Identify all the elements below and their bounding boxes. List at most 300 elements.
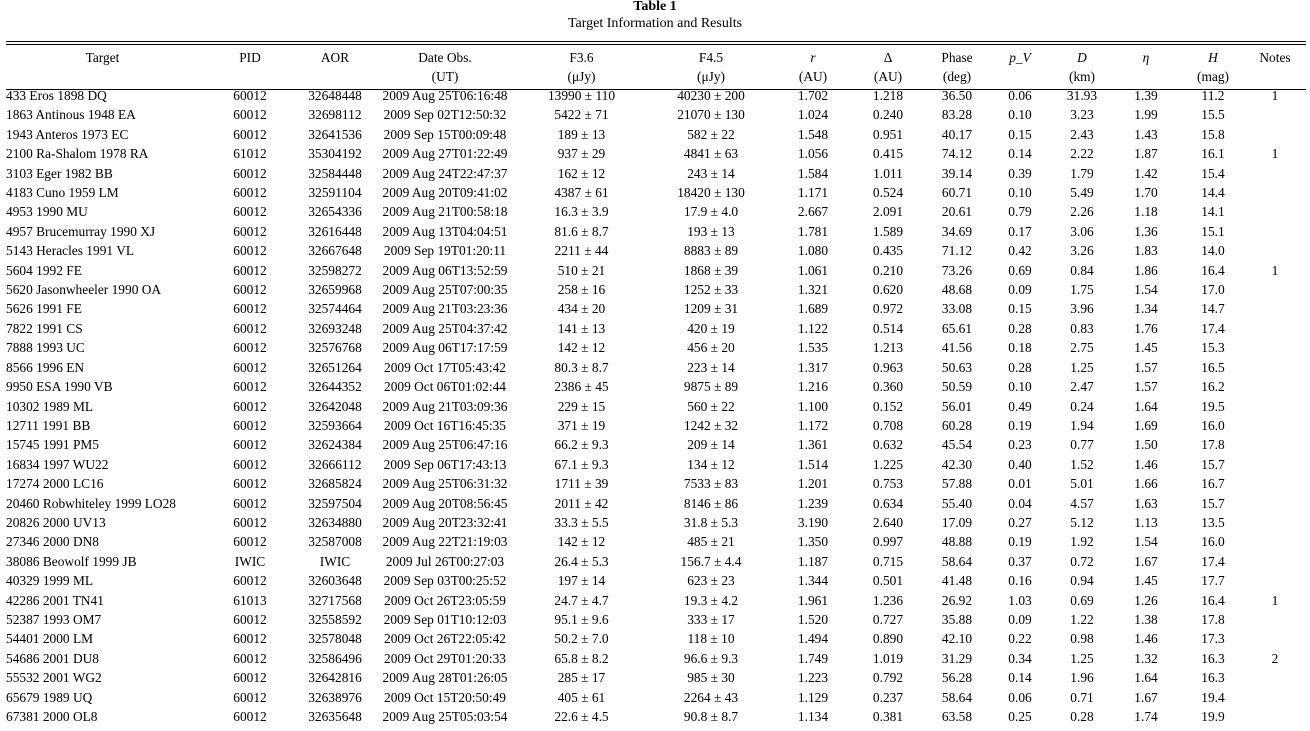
cell-notes xyxy=(1248,125,1302,144)
cell-phase: 83.28 xyxy=(941,107,973,123)
cell-delta: 0.951 xyxy=(872,126,904,142)
cell-aor: 32558592 xyxy=(308,611,362,627)
cell-target: 5626 1991 FE xyxy=(6,301,82,317)
cell-phase: 74.12 xyxy=(941,146,973,162)
cell-h-mag: 15.8 xyxy=(1201,126,1225,142)
cell-phase: 48.88 xyxy=(941,534,973,550)
cell-diameter: 2.75 xyxy=(1070,340,1094,356)
cell-aor: IWIC xyxy=(319,553,351,569)
cell-aor: 32616448 xyxy=(308,223,362,239)
cell-pv: 0.06 xyxy=(1008,88,1032,103)
cell-diameter: 3.06 xyxy=(1070,223,1094,239)
cell-date-obs: 2009 Sep 06T17:43:13 xyxy=(383,456,507,472)
cell-notes xyxy=(1248,105,1302,124)
cell-date-obs: 2009 Aug 25T06:47:16 xyxy=(382,437,508,453)
cell-notes xyxy=(1248,280,1302,299)
cell-eta: 1.54 xyxy=(1134,534,1158,550)
cell-f36: 141 ± 13 xyxy=(557,320,606,336)
cell-f45: 420 ± 19 xyxy=(687,320,735,336)
results-table xyxy=(0,48,1302,726)
cell-phase: 55.40 xyxy=(941,495,973,511)
cell-r: 1.584 xyxy=(797,165,829,181)
cell-pid: 60012 xyxy=(233,340,267,356)
cell-h-mag: 19.9 xyxy=(1201,709,1225,724)
table-row xyxy=(0,688,1302,707)
cell-notes xyxy=(1248,377,1302,396)
cell-pv: 0.10 xyxy=(1008,185,1032,201)
table-row xyxy=(0,144,1302,163)
cell-h-mag: 17.8 xyxy=(1201,611,1225,627)
cell-date-obs: 2009 Sep 15T00:09:48 xyxy=(383,126,507,142)
cell-diameter: 3.23 xyxy=(1070,107,1094,123)
cell-phase: 71.12 xyxy=(941,243,973,259)
cell-r: 1.024 xyxy=(797,107,829,123)
top-rule xyxy=(6,41,1306,42)
cell-notes: 1 xyxy=(1271,88,1279,103)
cell-h-mag: 15.4 xyxy=(1201,165,1225,181)
cell-pv: 0.39 xyxy=(1008,165,1032,181)
cell-target: 54401 2000 LM xyxy=(6,631,94,647)
cell-f45: 7533 ± 83 xyxy=(683,476,739,492)
cell-pid: 60012 xyxy=(233,514,267,530)
header-f36-unit: (μJy) xyxy=(567,69,596,84)
cell-pid: 60012 xyxy=(233,573,267,589)
cell-notes xyxy=(1248,358,1302,377)
table-row xyxy=(0,629,1302,648)
cell-r: 1.781 xyxy=(797,223,829,239)
cell-date-obs: 2009 Aug 20T09:41:02 xyxy=(382,185,508,201)
cell-pv: 0.14 xyxy=(1008,670,1032,686)
cell-r: 1.361 xyxy=(797,437,829,453)
cell-target: 54686 2001 DU8 xyxy=(6,650,99,666)
cell-pv: 0.49 xyxy=(1008,398,1032,414)
cell-eta: 1.36 xyxy=(1134,223,1158,239)
header-notes-unit xyxy=(1248,67,1302,86)
cell-aor: 32642816 xyxy=(308,670,362,686)
cell-f45: 223 ± 14 xyxy=(687,359,735,375)
cell-target: 433 Eros 1898 DQ xyxy=(6,88,107,103)
cell-pid: 60012 xyxy=(233,223,267,239)
table-row xyxy=(0,397,1302,416)
header-pv-unit xyxy=(990,67,1050,86)
cell-diameter: 1.94 xyxy=(1070,417,1094,433)
cell-aor: 32698112 xyxy=(308,107,362,123)
cell-delta: 0.727 xyxy=(872,611,904,627)
cell-h-mag: 14.7 xyxy=(1201,301,1225,317)
cell-target: 4957 Brucemurray 1990 XJ xyxy=(6,223,156,239)
cell-f45: 96.6 ± 9.3 xyxy=(683,650,739,666)
cell-eta: 1.42 xyxy=(1134,165,1158,181)
cell-delta: 0.997 xyxy=(872,534,904,550)
cell-phase: 40.17 xyxy=(941,126,973,142)
cell-delta: 0.620 xyxy=(872,282,904,298)
cell-f36: 81.6 ± 8.7 xyxy=(554,223,609,239)
cell-phase: 33.08 xyxy=(941,301,973,317)
cell-target: 20460 Robwhiteley 1999 LO28 xyxy=(6,495,176,511)
cell-target: 40329 1999 ML xyxy=(6,573,94,589)
cell-delta: 1.225 xyxy=(872,456,904,472)
cell-delta: 0.890 xyxy=(872,631,904,647)
cell-eta: 1.34 xyxy=(1134,301,1158,317)
cell-delta: 0.792 xyxy=(872,670,904,686)
cell-diameter: 0.69 xyxy=(1070,592,1094,608)
cell-pv: 0.28 xyxy=(1008,359,1032,375)
cell-pid: 60012 xyxy=(233,611,267,627)
cell-aor: 32717568 xyxy=(308,592,362,608)
cell-pid: 60012 xyxy=(233,282,267,298)
table-row xyxy=(0,202,1302,221)
cell-f45: 31.8 ± 5.3 xyxy=(683,514,739,530)
table-header xyxy=(0,48,1302,86)
cell-diameter: 0.28 xyxy=(1070,709,1094,724)
cell-notes xyxy=(1248,571,1302,590)
cell-date-obs: 2009 Aug 24T22:47:37 xyxy=(382,165,508,181)
cell-phase: 60.28 xyxy=(941,417,973,433)
cell-r: 1.187 xyxy=(797,553,829,569)
cell-pv: 0.37 xyxy=(1008,553,1032,569)
cell-h-mag: 16.1 xyxy=(1201,146,1225,162)
cell-f45: 9875 ± 89 xyxy=(683,379,739,395)
cell-date-obs: 2009 Aug 22T21:19:03 xyxy=(382,534,508,550)
header-target: Target xyxy=(85,50,120,65)
header-eta: η xyxy=(1142,50,1150,65)
table-row xyxy=(0,416,1302,435)
header-row-2 xyxy=(0,67,1302,86)
cell-h-mag: 14.0 xyxy=(1201,243,1225,259)
cell-pv: 0.09 xyxy=(1008,611,1032,627)
cell-date-obs: 2009 Oct 26T23:05:59 xyxy=(384,592,506,608)
header-f45: F4.5 xyxy=(698,50,724,65)
cell-target: 65679 1989 UQ xyxy=(6,689,93,705)
cell-aor: 32574464 xyxy=(308,301,362,317)
cell-r: 1.689 xyxy=(797,301,829,317)
cell-r: 1.100 xyxy=(797,398,829,414)
cell-eta: 1.76 xyxy=(1134,320,1158,336)
cell-notes xyxy=(1248,610,1302,629)
cell-phase: 45.54 xyxy=(941,437,973,453)
cell-pv: 0.79 xyxy=(1008,204,1032,220)
cell-diameter: 5.12 xyxy=(1070,514,1094,530)
cell-r: 1.514 xyxy=(797,456,829,472)
cell-phase: 63.58 xyxy=(941,709,973,724)
cell-r: 1.961 xyxy=(797,592,829,608)
cell-aor: 32642048 xyxy=(308,398,362,414)
cell-notes xyxy=(1248,299,1302,318)
cell-f36: 371 ± 19 xyxy=(557,417,606,433)
cell-pid: 60012 xyxy=(233,262,267,278)
header-delta: Δ xyxy=(883,50,893,65)
cell-diameter: 2.26 xyxy=(1070,204,1094,220)
cell-eta: 1.67 xyxy=(1134,689,1158,705)
cell-h-mag: 16.3 xyxy=(1201,650,1225,666)
cell-eta: 1.38 xyxy=(1134,611,1158,627)
header-r-unit: (AU) xyxy=(798,69,828,84)
cell-h-mag: 15.1 xyxy=(1201,223,1225,239)
cell-h-mag: 16.2 xyxy=(1201,379,1225,395)
table-row xyxy=(0,183,1302,202)
cell-notes xyxy=(1248,552,1302,571)
cell-f36: 405 ± 61 xyxy=(557,689,606,705)
cell-notes xyxy=(1248,164,1302,183)
cell-pid: 60012 xyxy=(233,320,267,336)
cell-f45: 19.3 ± 4.2 xyxy=(683,592,739,608)
header-r: r xyxy=(810,50,816,65)
cell-diameter: 4.57 xyxy=(1070,495,1094,511)
cell-delta: 0.210 xyxy=(872,262,904,278)
cell-f36: 65.8 ± 8.2 xyxy=(554,650,609,666)
cell-f45: 560 ± 22 xyxy=(687,398,735,414)
cell-date-obs: 2009 Aug 21T00:58:18 xyxy=(382,204,508,220)
cell-target: 16834 1997 WU22 xyxy=(6,456,109,472)
cell-f45: 90.8 ± 8.7 xyxy=(683,709,739,724)
cell-aor: 32598272 xyxy=(308,262,362,278)
cell-phase: 39.14 xyxy=(941,165,973,181)
header-row-1 xyxy=(0,48,1302,67)
cell-f45: 2264 ± 43 xyxy=(683,689,739,705)
cell-notes xyxy=(1248,338,1302,357)
cell-h-mag: 16.7 xyxy=(1201,476,1225,492)
cell-f36: 510 ± 21 xyxy=(557,262,606,278)
cell-pv: 0.09 xyxy=(1008,282,1032,298)
table-row xyxy=(0,571,1302,590)
cell-date-obs: 2009 Aug 25T05:03:54 xyxy=(382,709,508,724)
cell-delta: 0.237 xyxy=(872,689,904,705)
cell-notes xyxy=(1248,241,1302,260)
cell-phase: 35.88 xyxy=(941,611,973,627)
cell-target: 12711 1991 BB xyxy=(6,417,91,433)
cell-h-mag: 15.7 xyxy=(1201,456,1225,472)
cell-delta: 0.632 xyxy=(872,437,904,453)
table-row xyxy=(0,222,1302,241)
cell-h-mag: 14.4 xyxy=(1201,185,1225,201)
cell-eta: 1.69 xyxy=(1134,417,1158,433)
cell-f45: 333 ± 17 xyxy=(687,611,735,627)
cell-phase: 58.64 xyxy=(941,553,973,569)
cell-diameter: 1.79 xyxy=(1070,165,1094,181)
cell-eta: 1.87 xyxy=(1134,146,1158,162)
cell-target: 20826 2000 UV13 xyxy=(6,514,106,530)
cell-target: 27346 2000 DN8 xyxy=(6,534,99,550)
cell-eta: 1.66 xyxy=(1134,476,1158,492)
cell-pv: 0.06 xyxy=(1008,689,1032,705)
cell-aor: 32591104 xyxy=(308,185,362,201)
cell-aor: 32576768 xyxy=(308,340,362,356)
cell-f36: 162 ± 12 xyxy=(557,165,606,181)
cell-date-obs: 2009 Oct 26T22:05:42 xyxy=(384,631,506,647)
cell-r: 1.548 xyxy=(797,126,829,142)
cell-target: 52387 1993 OM7 xyxy=(6,611,102,627)
cell-delta: 1.019 xyxy=(872,650,904,666)
cell-diameter: 0.77 xyxy=(1070,437,1094,453)
header-d-unit: (km) xyxy=(1068,69,1096,84)
cell-notes: 2 xyxy=(1271,650,1279,666)
cell-pid: 60012 xyxy=(233,456,267,472)
cell-f36: 142 ± 12 xyxy=(557,534,606,550)
table-row xyxy=(0,338,1302,357)
cell-aor: 32587008 xyxy=(308,534,362,550)
table-row xyxy=(0,494,1302,513)
table-row xyxy=(0,125,1302,144)
cell-target: 1943 Anteros 1973 EC xyxy=(6,126,129,142)
cell-aor: 32584448 xyxy=(308,165,362,181)
cell-diameter: 0.94 xyxy=(1070,573,1094,589)
cell-target: 3103 Eger 1982 BB xyxy=(6,165,113,181)
cell-pv: 0.04 xyxy=(1008,495,1032,511)
cell-f45: 1209 ± 31 xyxy=(683,301,739,317)
cell-pv: 0.40 xyxy=(1008,456,1032,472)
cell-date-obs: 2009 Aug 20T23:32:41 xyxy=(382,514,508,530)
cell-pid: 60012 xyxy=(233,243,267,259)
cell-delta: 0.972 xyxy=(872,301,904,317)
cell-aor: 32644352 xyxy=(308,379,362,395)
cell-r: 1.535 xyxy=(797,340,829,356)
cell-h-mag: 17.3 xyxy=(1201,631,1225,647)
header-pv: p_V xyxy=(1009,50,1031,65)
table-row xyxy=(0,668,1302,687)
cell-r: 1.061 xyxy=(797,262,829,278)
cell-h-mag: 17.8 xyxy=(1201,437,1225,453)
cell-pid: 61012 xyxy=(233,146,267,162)
cell-phase: 41.48 xyxy=(941,573,973,589)
cell-phase: 31.29 xyxy=(941,650,973,666)
cell-date-obs: 2009 Oct 29T01:20:33 xyxy=(384,650,506,666)
cell-h-mag: 19.4 xyxy=(1201,689,1225,705)
cell-target: 5620 Jasonwheeler 1990 OA xyxy=(6,282,162,298)
cell-date-obs: 2009 Aug 21T03:23:36 xyxy=(382,301,508,317)
cell-target: 67381 2000 OL8 xyxy=(6,709,98,724)
cell-diameter: 0.72 xyxy=(1070,553,1094,569)
cell-phase: 56.01 xyxy=(941,398,973,414)
cell-eta: 1.70 xyxy=(1134,185,1158,201)
cell-pid: 60012 xyxy=(233,204,267,220)
cell-h-mag: 14.1 xyxy=(1201,204,1225,220)
cell-notes xyxy=(1248,202,1302,221)
cell-delta: 0.240 xyxy=(872,107,904,123)
cell-f45: 18420 ± 130 xyxy=(677,185,745,201)
cell-delta: 0.634 xyxy=(872,495,904,511)
cell-eta: 1.54 xyxy=(1134,282,1158,298)
cell-eta: 1.64 xyxy=(1134,670,1158,686)
cell-aor: 32693248 xyxy=(308,320,362,336)
cell-pid: 61013 xyxy=(233,592,267,608)
cell-pv: 0.01 xyxy=(1008,476,1032,492)
cell-phase: 50.63 xyxy=(941,359,973,375)
header-f45-unit: (μJy) xyxy=(696,69,725,84)
cell-pid: 60012 xyxy=(233,107,267,123)
cell-r: 1.129 xyxy=(797,689,829,705)
table-row xyxy=(0,513,1302,532)
cell-f45: 1252 ± 33 xyxy=(683,282,739,298)
cell-date-obs: 2009 Sep 01T10:12:03 xyxy=(383,611,507,627)
cell-pid: 60012 xyxy=(233,534,267,550)
cell-target: 7822 1991 CS xyxy=(6,320,83,336)
table-row xyxy=(0,455,1302,474)
cell-phase: 34.69 xyxy=(941,223,973,239)
cell-notes: 1 xyxy=(1271,592,1279,608)
table-row xyxy=(0,319,1302,338)
cell-eta: 1.26 xyxy=(1134,592,1158,608)
cell-f36: 67.1 ± 9.3 xyxy=(554,456,609,472)
cell-diameter: 1.96 xyxy=(1070,670,1094,686)
table-title: Table 1 xyxy=(633,0,677,14)
cell-f36: 2011 ± 42 xyxy=(554,495,609,511)
cell-f45: 40230 ± 200 xyxy=(677,88,745,103)
cell-r: 1.122 xyxy=(797,320,829,336)
cell-date-obs: 2009 Aug 25T06:31:32 xyxy=(382,476,508,492)
cell-date-obs: 2009 Aug 25T06:16:48 xyxy=(382,88,508,103)
cell-f36: 2386 ± 45 xyxy=(554,379,609,395)
cell-pid: IWIC xyxy=(234,553,266,569)
cell-phase: 17.09 xyxy=(941,514,973,530)
cell-target: 42286 2001 TN41 xyxy=(6,592,104,608)
cell-f45: 623 ± 23 xyxy=(687,573,735,589)
cell-diameter: 5.01 xyxy=(1070,476,1094,492)
cell-f45: 985 ± 30 xyxy=(687,670,735,686)
cell-h-mag: 19.5 xyxy=(1201,398,1225,414)
table-row xyxy=(0,377,1302,396)
cell-pv: 0.19 xyxy=(1008,534,1032,550)
cell-pid: 60012 xyxy=(233,689,267,705)
table-subtitle: Target Information and Results xyxy=(567,16,743,31)
cell-pid: 60012 xyxy=(233,185,267,201)
cell-target: 10302 1989 ML xyxy=(6,398,94,414)
table-row xyxy=(0,280,1302,299)
cell-r: 1.239 xyxy=(797,495,829,511)
cell-f36: 16.3 ± 3.9 xyxy=(554,204,609,220)
cell-f36: 229 ± 15 xyxy=(557,398,606,414)
header-aor: AOR xyxy=(320,50,350,65)
cell-date-obs: 2009 Oct 06T01:02:44 xyxy=(384,379,506,395)
table-row xyxy=(0,241,1302,260)
cell-h-mag: 16.3 xyxy=(1201,670,1225,686)
cell-phase: 20.61 xyxy=(941,204,973,220)
cell-f36: 80.3 ± 8.7 xyxy=(554,359,609,375)
table-row xyxy=(0,299,1302,318)
cell-pv: 0.69 xyxy=(1008,262,1032,278)
cell-r: 1.056 xyxy=(797,146,829,162)
table-row xyxy=(0,358,1302,377)
cell-delta: 0.152 xyxy=(872,398,904,414)
cell-f36: 197 ± 14 xyxy=(557,573,606,589)
header-d: D xyxy=(1077,50,1087,65)
cell-f45: 8883 ± 89 xyxy=(683,243,739,259)
cell-notes xyxy=(1248,513,1302,532)
cell-diameter: 1.92 xyxy=(1070,534,1094,550)
cell-date-obs: 2009 Sep 02T12:50:32 xyxy=(383,107,507,123)
cell-pid: 60012 xyxy=(233,670,267,686)
cell-pv: 0.10 xyxy=(1008,107,1032,123)
cell-h-mag: 17.7 xyxy=(1201,573,1225,589)
cell-f45: 1242 ± 32 xyxy=(683,417,739,433)
cell-f36: 1711 ± 39 xyxy=(554,476,609,492)
cell-phase: 58.64 xyxy=(941,689,973,705)
cell-diameter: 3.26 xyxy=(1070,243,1094,259)
cell-notes xyxy=(1248,474,1302,493)
header-phase: Phase xyxy=(941,50,973,65)
cell-notes xyxy=(1248,416,1302,435)
cell-pv: 0.17 xyxy=(1008,223,1032,239)
cell-r: 1.321 xyxy=(797,282,829,298)
cell-h-mag: 11.2 xyxy=(1201,88,1225,103)
cell-pv: 0.10 xyxy=(1008,379,1032,395)
cell-date-obs: 2009 Aug 20T08:56:45 xyxy=(382,495,508,511)
table-row xyxy=(0,649,1302,668)
table-row xyxy=(0,105,1302,124)
cell-r: 1.080 xyxy=(797,243,829,259)
cell-delta: 0.524 xyxy=(872,185,904,201)
cell-f36: 258 ± 16 xyxy=(557,282,606,298)
cell-delta: 1.236 xyxy=(872,592,904,608)
